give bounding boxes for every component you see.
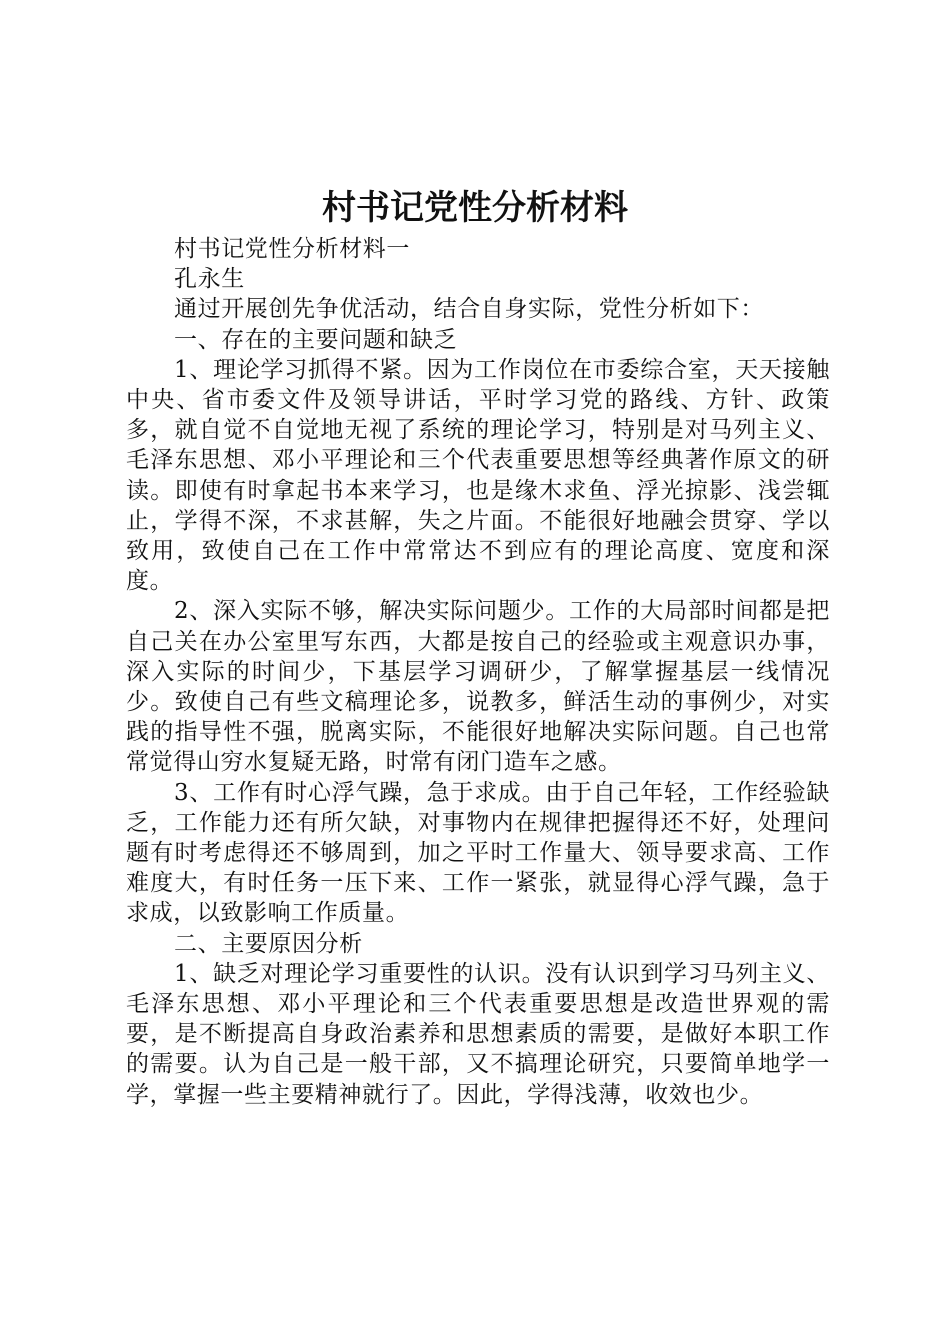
cause-paragraph-1: 1、缺乏对理论学习重要性的认识。没有认识到学习马列主义、毛泽东思想、邓小平理论和三个代表重要思想是改造世界观的需要，是不断提高自身政治素养和思想素质的需要，是做好本职工作的需要。认为自己是一般干部，又不搞理论研究，只要简单地学一学，掌握一些主要精神就行了。因此，学得浅薄，收效也少。 [126,960,830,1108]
document-title: 村书记党性分析材料 [322,188,628,228]
subtitle-paragraph: 村书记党性分析材料一 [174,236,410,262]
document-body [126,234,830,1110]
problem-paragraph-3: 3、工作有时心浮气躁，急于求成。由于自己年轻，工作经验缺乏，工作能力还有所欠缺，对事物内在规律把握得还不好，处理问题有时考虑得还不够周到，加之平时工作量大、领导要求高、工作难度大，有时任务一压下来、工作一紧张，就显得心浮气躁，急于求成，以致影响工作质量。 [126,779,830,927]
problem-paragraph-1: 1、理论学习抓得不紧。因为工作岗位在市委综合室，天天接触中央、省市委文件及领导讲话，平时学习党的路线、方针、政策多，就自觉不自觉地无视了系统的理论学习，特别是对马列主义、毛泽东思想、邓小平理论和三个代表重要思想等经典著作原文的研读。即使有时拿起书本来学习，也是缘木求鱼、浮光掠影、浅尝辄止，学得不深，不求甚解，失之片面。不能很好地融会贯穿、学以致用，致使自己在工作中常常达不到应有的理论高度、宽度和深度。 [126,356,830,595]
problem-paragraph-2: 2、深入实际不够，解决实际问题少。工作的大局部时间都是把自己关在办公室里写东西，大都是按自己的经验或主观意识办事，深入实际的时间少，下基层学习调研少，了解掌握基层一线情况少。致使自己有些文稿理论多，说教多，鲜活生动的事例少，对实践的指导性不强，脱离实际，不能很好地解决实际问题。自己也常常觉得山穷水复疑无路，时常有闭门造车之感。 [126,598,830,776]
author-paragraph: 孔永生 [174,266,245,293]
section-heading-problems: 一、存在的主要问题和缺乏 [174,326,458,353]
intro-paragraph: 通过开展创先争优活动，结合自身实际，党性分析如下： [174,296,764,323]
section-heading-causes: 二、主要原因分析 [174,930,363,957]
